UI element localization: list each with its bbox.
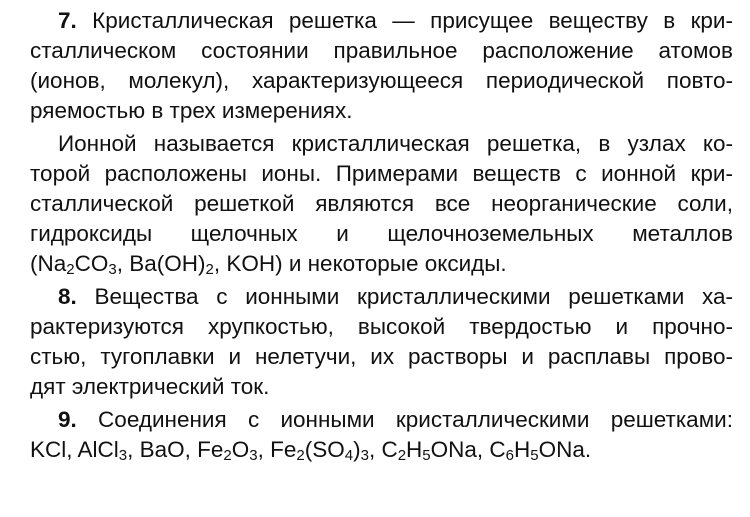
formula-line (30, 435, 733, 465)
formula-text: , C (368, 437, 398, 462)
item-number: 8. (58, 284, 77, 309)
text-line (30, 405, 733, 435)
subscript: 2 (66, 261, 75, 278)
subscript: 3 (249, 447, 258, 464)
line-text: Вещества с ионными кристаллическими решетками ха- (76, 284, 733, 309)
subscript: 2 (223, 447, 232, 464)
formula-text: , KOH) и некоторые оксиды. (213, 251, 507, 276)
text-line: сталлической решеткой являются все неорганические соли, (30, 191, 733, 216)
formula-text: H (406, 437, 423, 462)
paragraph-9 (30, 405, 733, 465)
text-line: торой расположены ионы. Примерами веществ с ионной кри- (30, 161, 733, 186)
formula-text: CO (74, 251, 109, 276)
subscript: 5 (422, 447, 431, 464)
text-line (30, 282, 733, 312)
text-line: сталлическом состоянии правильное расположение атомов (30, 38, 733, 63)
item-number: 9. (58, 407, 77, 432)
text-line: гидроксиды щелочных и щелочноземельных металлов (30, 221, 733, 246)
formula-text: ONa, C (430, 437, 506, 462)
formula-text: ) (353, 437, 361, 462)
item-number: 7. (58, 8, 77, 33)
line-text: Соединения с ионными кристаллическими решетками: (76, 407, 733, 432)
text-line: Ионной называется кристаллическая решетка, в узлах ко- (58, 131, 733, 156)
paragraph-ionic-lattice (30, 129, 733, 279)
formula-text: H (514, 437, 531, 462)
paragraph-8 (30, 282, 733, 402)
formula-text: (SO (304, 437, 345, 462)
formula-text: KCl, AlCl (30, 437, 119, 462)
subscript: 5 (530, 447, 539, 464)
subscript: 2 (205, 261, 214, 278)
formula-text: ONa. (538, 437, 592, 462)
text-line: (ионов, молекул), характеризующееся периодической повто- (30, 68, 733, 93)
text-line: ряемостью в трех измерениях. (30, 98, 353, 123)
line-text: Кристаллическая решетка — присущее веществу в кри- (76, 8, 733, 33)
subscript: 2 (397, 447, 407, 464)
formula-text: , Ba(OH) (116, 251, 206, 276)
paragraph-7 (30, 6, 733, 126)
text-line: дят электрический ток. (30, 374, 270, 399)
text-line: рактеризуются хрупкостью, высокой твердостью и прочно- (30, 314, 733, 339)
subscript: 3 (118, 447, 128, 464)
text-line (30, 6, 733, 36)
formula-line (30, 249, 733, 279)
text-line: стью, тугоплавки и нелетучи, их растворы и расплавы прово- (30, 344, 733, 369)
subscript: 3 (108, 261, 117, 278)
formula-text: (Na (30, 251, 67, 276)
textbook-page (30, 6, 733, 465)
formula-text: , Fe (257, 437, 297, 462)
subscript: 6 (505, 447, 514, 464)
subscript: 3 (360, 447, 369, 464)
formula-text: , BaO, Fe (127, 437, 224, 462)
subscript: 4 (344, 447, 354, 464)
formula-text: O (231, 437, 250, 462)
subscript: 2 (296, 447, 305, 464)
